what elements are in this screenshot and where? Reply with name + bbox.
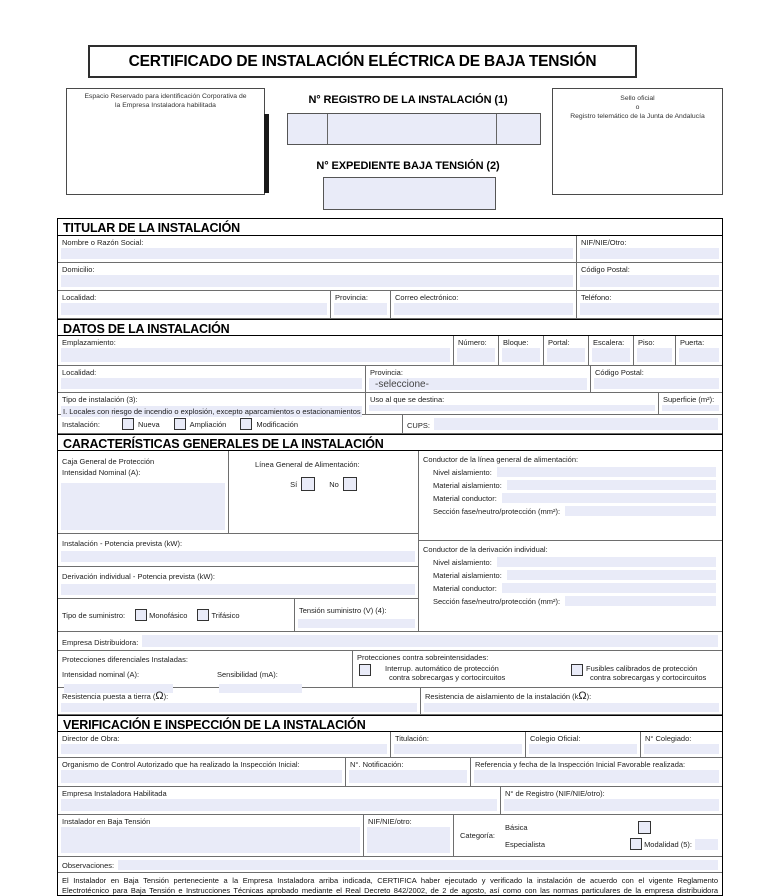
cups-input[interactable] (434, 418, 718, 430)
fusibles-line1: Fusibles calibrados de protección (586, 664, 698, 673)
provincia-input[interactable] (334, 303, 387, 315)
cell-titulacion (391, 732, 526, 757)
di-mat-aisl-label: Material aislamiento: (433, 570, 502, 580)
cell-observaciones (58, 857, 722, 872)
section-datos: DATOS DE LA INSTALACIÓN (58, 319, 722, 336)
datos-localidad-label: Localidad: (62, 368, 97, 377)
colegio-label: Colegio Oficial: (530, 734, 581, 743)
especialista-row (505, 836, 722, 853)
verificacion-row-1 (58, 732, 722, 758)
director-label: Director de Obra: (62, 734, 120, 743)
komega-symbol: Ω (578, 690, 587, 702)
suministro-row (58, 599, 418, 631)
cell-numero (454, 336, 499, 365)
checkbox-basica[interactable] (638, 821, 651, 834)
cell-categoria (454, 815, 722, 856)
cell-referencia (471, 758, 722, 786)
portal-label: Portal: (548, 338, 570, 347)
interruptor-line2: contra sobrecargas y cortocircuitos (389, 673, 506, 682)
lga-nivel-input[interactable] (497, 467, 716, 477)
cell-tipo-suministro (58, 599, 295, 631)
observaciones-label: Observaciones: (62, 861, 115, 870)
lga-seccion-row (433, 506, 716, 516)
lga-si (290, 477, 315, 491)
corporate-box-thick-edge (264, 114, 269, 193)
checkbox-modificacion[interactable] (240, 418, 252, 430)
no-label: No (329, 479, 339, 489)
escalera-label: Escalera: (593, 338, 625, 347)
cgp-lga-row (58, 451, 418, 534)
domicilio-label: Domicilio: (62, 265, 95, 274)
section-titular: TITULAR DE LA INSTALACIÓN (58, 219, 722, 236)
datos-row-3 (58, 393, 722, 415)
instalacion-label: Instalación: (62, 419, 100, 429)
director-obra-input[interactable] (61, 744, 387, 754)
piso-label: Piso: (638, 338, 655, 347)
observaciones-input[interactable] (118, 860, 718, 870)
interruptor-text (385, 664, 535, 682)
numero-input[interactable] (457, 348, 495, 362)
expediente-input[interactable] (323, 177, 496, 210)
lga-nivel-label: Nivel aislamiento: (433, 467, 492, 477)
resistencia-aislamiento-input[interactable] (424, 703, 719, 712)
sello-line3: Registro telemático de la Junta de Andalucía (570, 113, 705, 120)
conductor-deriv-label: Conductor de la derivación individual: (423, 545, 548, 554)
cell-provincia (331, 291, 391, 318)
piso-input[interactable] (637, 348, 672, 362)
ampliacion-label: Ampliación (189, 419, 227, 429)
correo-input[interactable] (394, 303, 573, 315)
cell-resistencia-tierra (58, 688, 421, 714)
modalidad-input[interactable] (695, 839, 718, 850)
bloque-label: Bloque: (503, 338, 529, 347)
di-nivel-label: Nivel aislamiento: (433, 557, 492, 567)
cell-datos-localidad (58, 366, 366, 392)
notificacion-label: N°. Notificación: (350, 760, 404, 769)
di-seccion-label: Sección fase/neutro/protección (mm²): (433, 596, 561, 606)
resistencia-tierra-label: Resistencia puesta a tierra (Ω): (62, 690, 169, 702)
cell-empresa-dist (58, 632, 722, 650)
datos-provincia-label: Provincia: (370, 368, 403, 377)
intensidad-nominal-label: Intensidad nominal (A): (62, 670, 140, 679)
cell-resistencia-aislamiento (421, 688, 722, 714)
omega-symbol: Ω (155, 690, 164, 702)
di-nivel-input[interactable] (497, 557, 716, 567)
empresa-dist-label: Empresa Distribuidora: (62, 637, 139, 647)
telefono-input[interactable] (580, 303, 719, 315)
datos-cp-label: Código Postal: (595, 368, 644, 377)
sello-box (552, 88, 723, 195)
superficie-label: Superficie (m²): (663, 395, 715, 404)
organismo-label: Organismo de Control Autorizado que ha realizado la Inspección Inicial: (62, 760, 300, 769)
cell-cups (403, 415, 722, 433)
titular-row-2 (58, 263, 722, 291)
superficie-input[interactable] (662, 405, 719, 411)
bloque-input[interactable] (502, 348, 540, 362)
fusibles-text (586, 664, 706, 682)
cell-escalera (589, 336, 634, 365)
statement-line2: Electrotécnico para Baja Tensión e Instrucciones Técnicas aprobado mediante el Real Decreto 842/2002, de 2 de agosto, así como con las normas particulares de la empresa distribuidora (62, 885, 718, 895)
escalera-input[interactable] (592, 348, 630, 362)
cell-datos-provincia (366, 366, 591, 392)
uso-input[interactable] (369, 405, 655, 411)
colegiado-label: N° Colegiado: (645, 734, 692, 743)
titular-row-1 (58, 236, 722, 263)
inst-potencia-label: Instalación - Potencia prevista (kW): (62, 539, 183, 548)
lga-material-conductor-input[interactable] (502, 493, 716, 503)
registro-input-2[interactable] (328, 114, 497, 144)
lga-mat-cond-label: Material conductor: (433, 493, 497, 503)
lga-mat-aisl-label: Material aislamiento: (433, 480, 502, 490)
referencia-input[interactable] (474, 770, 719, 783)
instalador-input[interactable] (61, 827, 360, 853)
titulacion-label: Titulación: (395, 734, 429, 743)
cell-telefono (577, 291, 722, 318)
expediente-title: N° EXPEDIENTE BAJA TENSIÓN (2) (316, 160, 500, 172)
caracteristicas-left (58, 451, 419, 632)
prot-dif-label: Protecciones diferenciales Instaladas: (62, 655, 188, 664)
n-registro-input[interactable] (504, 799, 719, 811)
tipo-suministro-label: Tipo de suministro: (62, 610, 126, 620)
cell-bloque (499, 336, 544, 365)
colegio-input[interactable] (529, 744, 637, 754)
cell-piso (634, 336, 676, 365)
checkbox-ampliacion[interactable] (174, 418, 186, 430)
correo-label: Correo electrónico: (395, 293, 459, 302)
cell-organismo (58, 758, 346, 786)
cell-emplazamiento (58, 336, 454, 365)
registro-input-row (287, 113, 541, 145)
trifasico-label: Trifásico (211, 610, 240, 620)
opcion-monofasico (135, 609, 187, 621)
titular-row-3 (58, 291, 722, 319)
basica-row (505, 819, 722, 836)
tipo-instalacion-value[interactable]: I. Locales con riesgo de incendio o explosión, excepto aparcamientos o estacionamientos (63, 407, 361, 416)
datos-row-2 (58, 366, 722, 393)
cell-portal (544, 336, 589, 365)
provincia-label: Provincia: (335, 293, 368, 302)
caracteristicas-right (419, 451, 722, 632)
verificacion-row-3 (58, 787, 722, 815)
cell-domicilio (58, 263, 577, 290)
cell-colegiado (641, 732, 722, 757)
cell-uso (366, 393, 659, 414)
cell-lga (229, 451, 418, 533)
tipo-instalacion-label: Tipo de instalación (3): (62, 395, 138, 404)
conductor-lga-block (419, 451, 722, 541)
datos-row-1 (58, 336, 722, 366)
codigo-postal-label: Código Postal: (581, 265, 630, 274)
lga-material-aislamiento-input[interactable] (507, 480, 716, 490)
cell-colegio (526, 732, 641, 757)
registro-input-1[interactable] (288, 114, 328, 144)
di-material-aislamiento-input[interactable] (507, 570, 716, 580)
di-nivel-row (433, 557, 716, 567)
lga-nivel-row (433, 467, 716, 477)
checkbox-nueva[interactable] (122, 418, 134, 430)
empresa-instaladora-input[interactable] (61, 799, 497, 811)
localidad-input[interactable] (61, 303, 327, 315)
registro-title: N° REGISTRO DE LA INSTALACIÓN (1) (308, 94, 508, 106)
monofasico-label: Monofásico (149, 610, 188, 620)
cell-tipo-instalacion (58, 393, 366, 414)
cell-instalador (58, 815, 364, 856)
protecciones-row (58, 651, 722, 688)
cgp-label-1: Caja General de Protección (62, 457, 155, 466)
localidad-label: Localidad: (62, 293, 97, 302)
di-seccion-input[interactable] (565, 596, 716, 606)
modificacion-label: Modificación (256, 419, 299, 429)
tension-label: Tensión suministro (V) (4): (299, 606, 387, 616)
certification-statement (58, 873, 722, 895)
cell-puerta (676, 336, 722, 365)
codigo-postal-input[interactable] (580, 275, 719, 287)
lga-mat-aisl-row (433, 480, 716, 490)
lga-options (229, 477, 418, 491)
categoria-label: Categoría: (460, 831, 496, 840)
puerta-input[interactable] (679, 348, 719, 362)
sensibilidad-label: Sensibilidad (mA): (217, 670, 278, 679)
domicilio-input[interactable] (61, 275, 573, 287)
statement-line1: El Instalador en Baja Tensión perteneciente a la Empresa Instaladora arriba indicada, CERTIFICA haber ejecutado y verificado la instalación de acuerdo con el vigente Reglamento (62, 876, 718, 885)
modalidad-label: Modalidad (5): (644, 839, 693, 849)
lga-seccion-label: Sección fase/neutro/protección (mm²): (433, 506, 561, 516)
basica-label: Básica (505, 822, 528, 832)
empresa-dist-row (58, 632, 722, 651)
cgp-label-2: Intensidad Nominal (A): (62, 468, 141, 477)
cell-codigo-postal (577, 263, 722, 290)
checkbox-fusibles[interactable] (571, 664, 583, 676)
opcion-ampliacion (174, 418, 227, 430)
especialista-label: Especialista (505, 839, 546, 849)
prot-sobre-label: Protecciones contra sobreintensidades: (357, 653, 489, 662)
puerta-label: Puerta: (680, 338, 705, 347)
opcion-modificacion (240, 418, 298, 430)
datos-localidad-input[interactable] (61, 378, 362, 389)
tension-input[interactable] (298, 619, 415, 628)
di-mat-cond-label: Material conductor: (433, 583, 497, 593)
telefono-label: Teléfono: (581, 293, 612, 302)
organismo-input[interactable] (61, 770, 342, 783)
datos-row-4 (58, 415, 722, 434)
numero-label: Número: (458, 338, 487, 347)
opcion-trifasico (197, 609, 239, 621)
section-caracteristicas: CARACTERÍSTICAS GENERALES DE LA INSTALACIÓN (58, 434, 722, 451)
di-mat-aisl-row (433, 570, 716, 580)
fusibles-line2: contra sobrecargas y cortocircuitos (590, 673, 707, 682)
uso-label: Uso al que se destina: (370, 395, 445, 404)
corporate-space-box: Espacio Reservado para identificación Corporativa de la Empresa Instaladora habilitada (66, 88, 265, 195)
sello-line1: Sello oficial (620, 95, 655, 102)
deriv-potencia-label: Derivación individual - Potencia prevista (kW): (62, 571, 215, 581)
portal-input[interactable] (547, 348, 585, 362)
certificate-form (57, 218, 723, 896)
nombre-label: Nombre o Razón Social: (62, 238, 144, 247)
verificacion-row-2 (58, 758, 722, 787)
caracteristicas-grid (58, 451, 722, 632)
notificacion-input[interactable] (349, 770, 467, 783)
lga-mat-cond-row (433, 493, 716, 503)
interruptor-line1: Interrup. automático de protección (385, 664, 499, 673)
cell-prot-diferenciales (58, 651, 353, 687)
lga-seccion-input[interactable] (565, 506, 716, 516)
instalador-nif-label: NIF/NIE/otro: (368, 817, 412, 826)
cell-correo (391, 291, 577, 318)
cgp-intensidad-input[interactable] (61, 483, 225, 530)
referencia-label: Referencia y fecha de la Inspección Inicial Favorable realizada: (475, 760, 686, 769)
cell-director (58, 732, 391, 757)
cell-nif (577, 236, 722, 262)
titulacion-input[interactable] (394, 744, 522, 754)
nif-label: NIF/NIE/Otro: (581, 238, 627, 247)
si-label: Sí (290, 479, 298, 489)
instalador-nif-input[interactable] (367, 827, 450, 853)
derivacion-potencia-input[interactable] (61, 584, 415, 595)
checkbox-especialista[interactable] (630, 838, 642, 850)
di-seccion-row (433, 596, 716, 606)
datos-cp-input[interactable] (594, 378, 719, 389)
cell-localidad (58, 291, 331, 318)
conductor-deriv-block (419, 541, 722, 631)
resistencia-aislamiento-label: Resistencia de aislamiento de la instalación (kΩ): (425, 690, 592, 702)
cell-deriv-potencia (58, 567, 418, 600)
checkbox-monofasico[interactable] (135, 609, 147, 621)
cell-datos-cp (591, 366, 722, 392)
sello-line2: o (635, 104, 640, 111)
lga-no (329, 477, 357, 491)
provincia-select[interactable]: -seleccione- (369, 378, 587, 390)
resistencia-tierra-input[interactable] (61, 703, 417, 712)
checkbox-interruptor[interactable] (359, 664, 371, 676)
section-verificacion: VERIFICACIÓN E INSPECCIÓN DE LA INSTALACIÓN (58, 715, 722, 732)
cell-tipo-obra (58, 415, 403, 433)
checkbox-lga-si[interactable] (301, 477, 315, 491)
resistencias-row (58, 688, 722, 715)
cell-tension (295, 599, 418, 631)
cell-n-registro (501, 787, 722, 814)
di-material-conductor-input[interactable] (502, 583, 716, 593)
cell-prot-sobreintensidades (353, 651, 722, 687)
categoria-options (495, 819, 722, 853)
registro-input-3[interactable] (497, 114, 540, 144)
cups-label: CUPS: (407, 420, 430, 430)
di-mat-cond-row (433, 583, 716, 593)
empresa-instaladora-label: Empresa Instaladora Habilitada (62, 789, 167, 798)
checkbox-lga-no[interactable] (343, 477, 357, 491)
instalacion-potencia-input[interactable] (61, 551, 415, 562)
cell-empresa-instaladora (58, 787, 501, 814)
nombre-input[interactable] (61, 248, 573, 259)
lga-label: Línea General de Alimentación: (255, 460, 360, 469)
observaciones-row (58, 857, 722, 873)
cell-superficie (659, 393, 722, 414)
cell-inst-potencia (58, 534, 418, 567)
checkbox-trifasico[interactable] (197, 609, 209, 621)
n-registro-label: N° de Registro (NIF/NIE/otro): (505, 789, 605, 798)
empresa-distribuidora-input[interactable] (142, 635, 718, 647)
cell-nombre (58, 236, 577, 262)
emplazamiento-input[interactable] (61, 348, 450, 362)
colegiado-input[interactable] (644, 744, 719, 754)
cell-instalador-nif (364, 815, 454, 856)
conductor-lga-label: Conductor de la línea general de alimentación: (423, 455, 579, 464)
emplazamiento-label: Emplazamiento: (62, 338, 116, 347)
cell-cgp (58, 451, 229, 533)
nif-input[interactable] (580, 248, 719, 259)
instalador-label: Instalador en Baja Tensión (62, 817, 151, 826)
opcion-nueva (122, 418, 160, 430)
verificacion-row-4 (58, 815, 722, 857)
prot-sobre-options (353, 664, 722, 682)
nueva-label: Nueva (137, 419, 160, 429)
page-title: CERTIFICADO DE INSTALACIÓN ELÉCTRICA DE BAJA TENSIÓN (88, 45, 637, 78)
cell-notificacion (346, 758, 471, 786)
